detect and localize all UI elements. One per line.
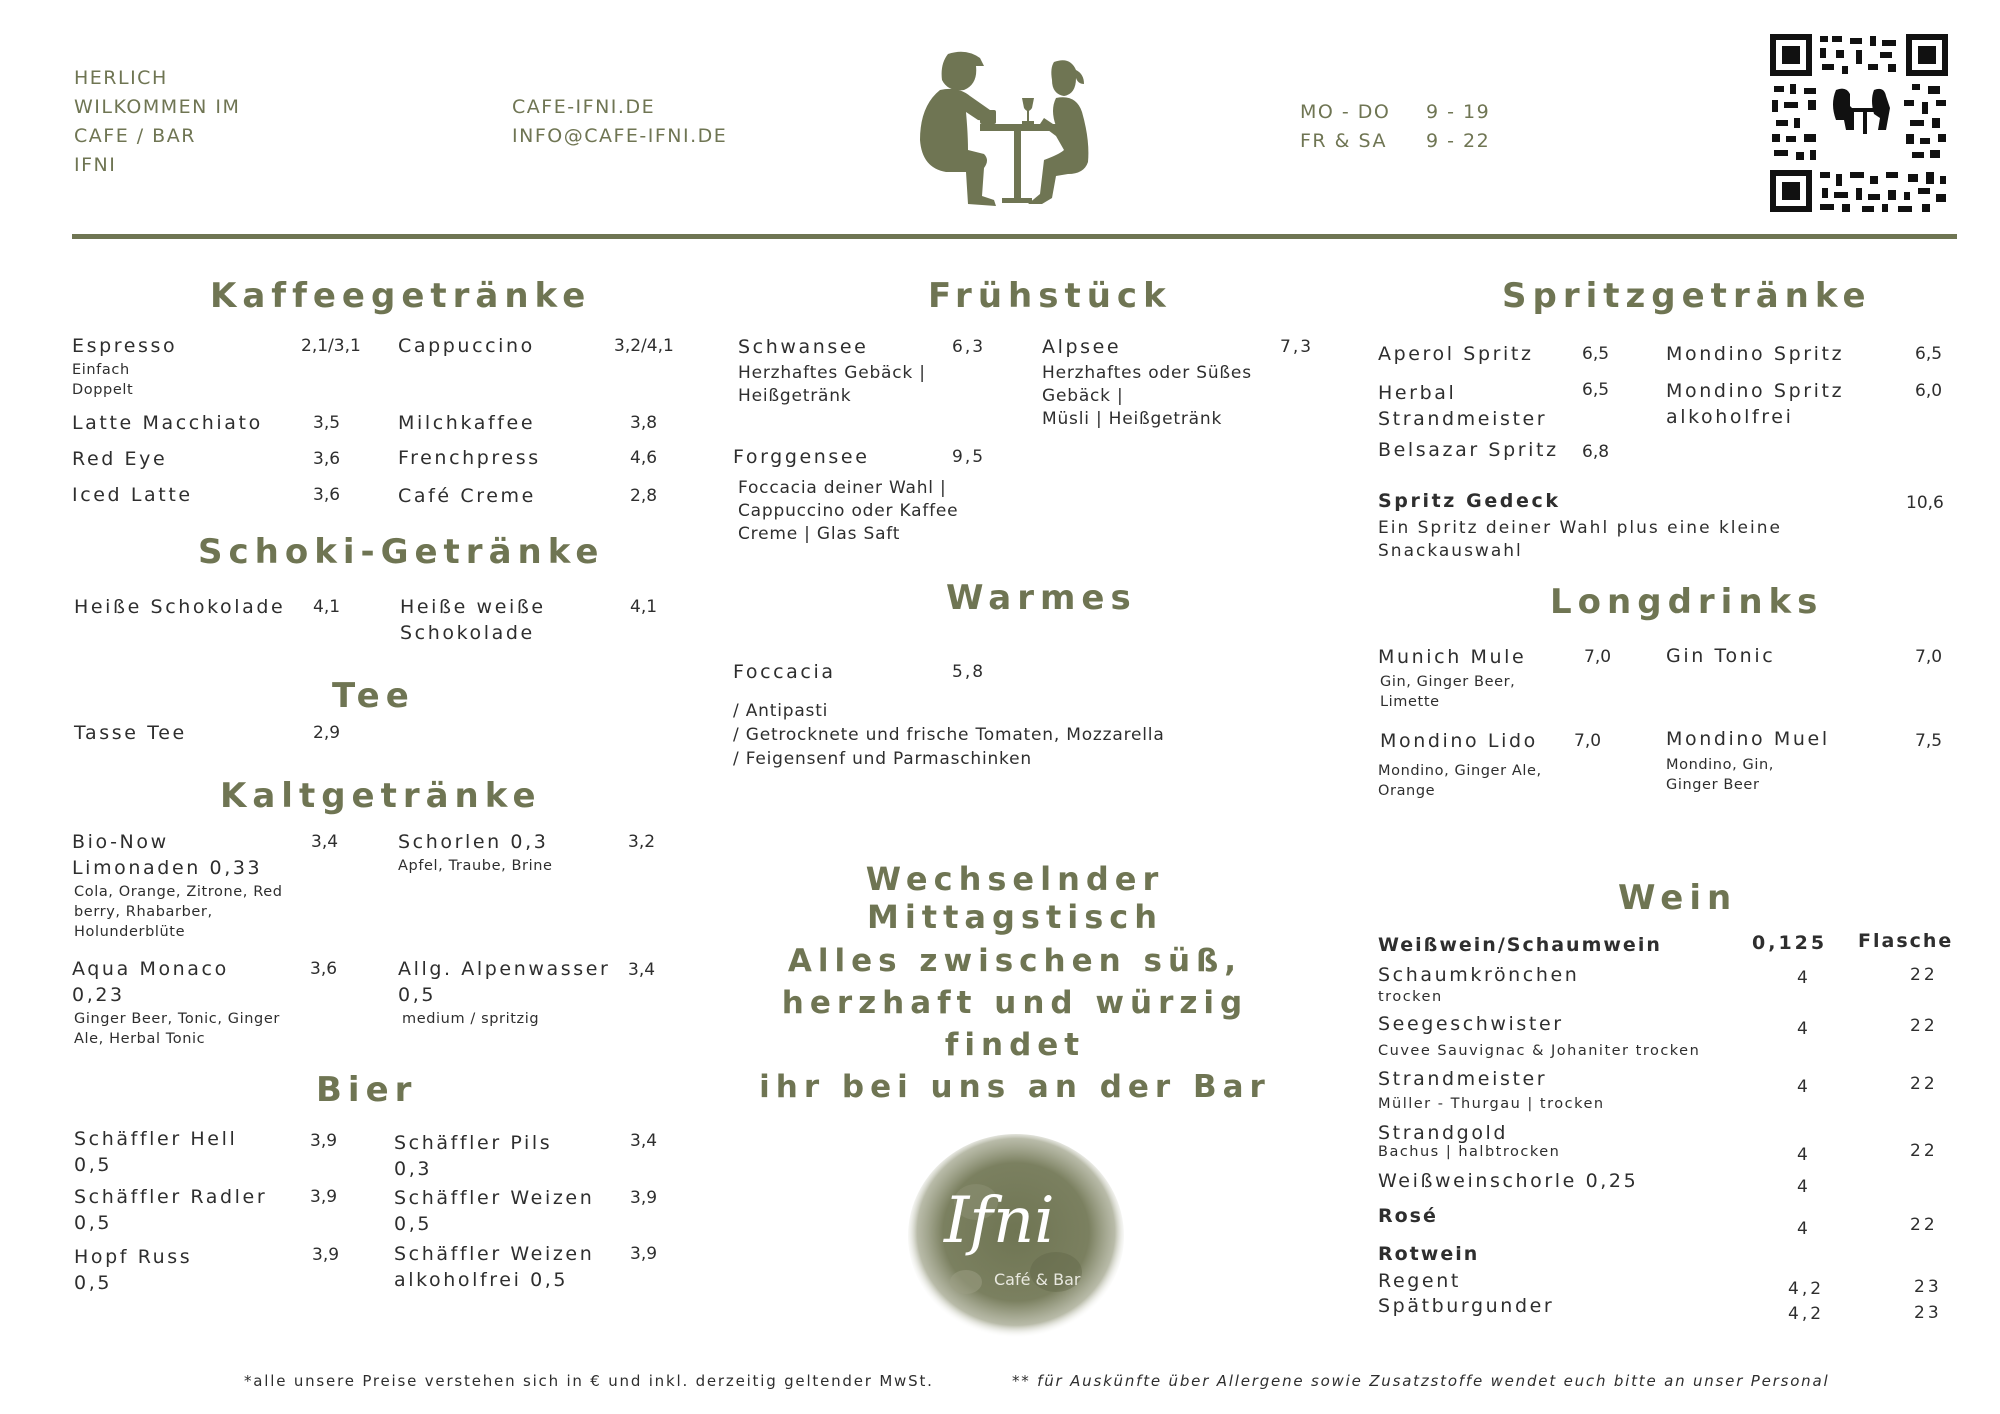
wine-name: Strandmeister — [1378, 1068, 1548, 1090]
menu-item-sub: Ginger Beer, Tonic, Ginger Ale, Herbal Tonic — [74, 1011, 280, 1047]
wine-bottle-price: 22 — [1910, 1074, 1938, 1094]
wine-bottle-price: 22 — [1910, 1016, 1938, 1036]
menu-item-name: Heiße weiße Schokolade — [400, 596, 546, 644]
wine-bottle-price: 22 — [1910, 965, 1938, 985]
wine-glass-price: 4 — [1797, 1145, 1808, 1165]
menu-item-price: 6,8 — [1582, 442, 1610, 462]
wine-name: Seegeschwister — [1378, 1013, 1564, 1035]
menu-item-name: Schäffler Pils 0,3 — [394, 1132, 553, 1180]
wine-bottle-price: 22 — [1910, 1141, 1938, 1161]
hours-days: FR & SA — [1300, 130, 1387, 152]
wine-name: Spätburgunder — [1378, 1295, 1555, 1317]
menu-item-desc: Herzhaftes Gebäck | Heißgetränk — [738, 363, 926, 406]
menu-item-name: Foccacia — [733, 661, 836, 683]
menu-item-name: Herbal Strandmeister — [1378, 382, 1548, 430]
logo-tagline: Café & Bar — [994, 1270, 1081, 1289]
menu-item-sub: Doppelt — [72, 382, 134, 398]
hours-time: 9 - 22 — [1426, 130, 1491, 152]
menu-item-price: 2,1/3,1 — [301, 336, 361, 356]
wine-col-glass: 0,125 — [1752, 932, 1828, 954]
wine-name: Weißweinschorle 0,25 — [1378, 1170, 1639, 1192]
menu-item-price: 3,2 — [628, 832, 656, 852]
wine-bottle-price: 22 — [1910, 1215, 1938, 1235]
menu-item-name: Schäffler Radler 0,5 — [74, 1186, 268, 1234]
email-link[interactable]: INFO@CAFE-IFNI.DE — [512, 125, 728, 147]
menu-item-price: 3,9 — [310, 1131, 338, 1151]
menu-item-price: 3,6 — [313, 485, 341, 505]
menu-item-name: Allg. Alpenwasser 0,5 — [398, 958, 611, 1006]
menu-item-name: Tasse Tee — [74, 722, 187, 744]
menu-item-price: 7,0 — [1584, 647, 1612, 667]
menu-item-price: 3,9 — [310, 1187, 338, 1207]
menu-item-name: Latte Macchiato — [72, 412, 263, 434]
hours-row — [1300, 127, 1490, 156]
wine-name: Schaumkrönchen — [1378, 964, 1580, 986]
menu-item-price: 6,5 — [1582, 344, 1610, 364]
menu-item-option: / Getrocknete und frische Tomaten, Mozzarella — [733, 725, 1165, 745]
menu-item-name: Schorlen 0,3 — [398, 831, 549, 853]
wine-col-bottle: Flasche — [1858, 930, 1954, 952]
menu-item-price: 7,3 — [1280, 337, 1314, 357]
menu-item-price: 4,1 — [630, 597, 658, 617]
mittag-text — [720, 940, 1310, 1108]
menu-item-name: Mondino Spritz — [1666, 343, 1845, 365]
wine-header-white: Weißwein/Schaumwein — [1378, 934, 1662, 956]
menu-item-name: Mondino Lido — [1380, 730, 1538, 752]
menu-item-price: 10,6 — [1906, 493, 1944, 513]
menu-item-name: Forggensee — [733, 446, 870, 468]
menu-item-name: Schäffler Weizen alkoholfrei 0,5 — [394, 1243, 595, 1291]
wine-name: Regent — [1378, 1270, 1461, 1292]
menu-item-name: Espresso — [72, 335, 178, 357]
menu-item-price: 3,5 — [313, 413, 341, 433]
menu-item-name: Mondino Spritz alkoholfrei — [1666, 380, 1845, 428]
footer-price-note: *alle unsere Preise verstehen sich in € und inkl. derzeitig geltender MwSt. — [244, 1372, 934, 1390]
hours-time: 9 - 19 — [1426, 101, 1491, 123]
mittag-line: Alles zwischen süß, — [787, 943, 1243, 979]
section-title-wein: Wein — [1618, 878, 1738, 918]
menu-item-price: 6,3 — [952, 337, 986, 357]
menu-item-name: Alpsee — [1042, 336, 1122, 358]
menu-item-price: 3,6 — [313, 449, 341, 469]
mittag-line: ihr bei uns an der Bar — [759, 1069, 1271, 1105]
menu-item-name: Gin Tonic — [1666, 645, 1776, 667]
wine-header-red: Rotwein — [1378, 1243, 1480, 1265]
wine-glass-price: 4 — [1797, 1077, 1808, 1097]
wine-name: Rosé — [1378, 1205, 1438, 1227]
section-title-mittag: Wechselnder Mittagstisch — [865, 860, 1165, 936]
menu-item-name: Schäffler Hell 0,5 — [74, 1128, 238, 1176]
welcome-line: WILKOMMEN IM — [74, 96, 241, 118]
contact-block — [512, 93, 727, 151]
footer-allergen-note: ** für Auskünfte über Allergene sowie Zusatzstoffe wendet euch bitte an unser Personal — [1012, 1372, 1830, 1390]
wine-glass-price: 4 — [1797, 1019, 1808, 1039]
wine-glass-price: 4 — [1797, 1177, 1808, 1197]
wine-glass-price: 4,2 — [1788, 1279, 1825, 1299]
menu-item-price: 3,2/4,1 — [614, 336, 674, 356]
menu-item-sub: Einfach — [72, 362, 130, 378]
menu-item-price: 3,9 — [630, 1244, 658, 1264]
menu-item-price: 4,1 — [313, 597, 341, 617]
section-title-fruehstueck: Frühstück — [928, 276, 1172, 316]
menu-item-name: Iced Latte — [72, 484, 193, 506]
menu-item-price: 3,4 — [630, 1131, 658, 1151]
menu-item-price: 4,6 — [630, 448, 658, 468]
opening-hours — [1300, 98, 1490, 156]
menu-item-name: Belsazar Spritz — [1378, 439, 1559, 461]
menu-item-name: Heiße Schokolade — [74, 596, 286, 618]
welcome-line: IFNI — [74, 154, 117, 176]
menu-item-name: Aperol Spritz — [1378, 343, 1534, 365]
menu-item-name: Café Creme — [398, 485, 536, 507]
wine-bottle-price: 23 — [1914, 1303, 1942, 1323]
website-link[interactable]: CAFE-IFNI.DE — [512, 96, 656, 118]
logo-name: Ifni — [944, 1184, 1055, 1258]
menu-item-sub: Cola, Orange, Zitrone, Red berry, Rhabarber, Holunderblüte — [74, 884, 283, 940]
menu-item-price: 9,5 — [952, 447, 986, 467]
wine-glass-price: 4 — [1797, 1219, 1808, 1239]
menu-item-price: 6,5 — [1582, 380, 1610, 400]
couple-at-table-icon — [918, 50, 1098, 206]
menu-item-option: / Antipasti — [733, 701, 829, 721]
menu-item-sub: Mondino, Ginger Ale, Orange — [1378, 763, 1542, 799]
wine-sub: Müller - Thurgau | trocken — [1378, 1096, 1605, 1112]
welcome-line: HERLICH — [74, 67, 168, 89]
wine-sub: Bachus | halbtrocken — [1378, 1144, 1561, 1160]
section-title-longdrinks: Longdrinks — [1550, 582, 1824, 622]
menu-item-price: 7,5 — [1915, 731, 1943, 751]
mittag-line: herzhaft und würzig findet — [781, 985, 1249, 1063]
menu-item-price: 3,9 — [630, 1188, 658, 1208]
menu-item-name: Red Eye — [72, 448, 168, 470]
menu-item-price: 6,0 — [1915, 381, 1943, 401]
qr-code-icon[interactable] — [1770, 34, 1948, 212]
menu-item-name: Mondino Muel — [1666, 728, 1830, 750]
menu-item-desc: Ein Spritz deiner Wahl plus eine kleine Snackauswahl — [1378, 518, 1782, 561]
hours-row — [1300, 98, 1490, 127]
section-title-schoki: Schoki-Getränke — [198, 532, 605, 572]
menu-item-sub: Mondino, Gin, Ginger Beer — [1666, 757, 1774, 793]
header-divider — [72, 234, 1957, 239]
menu-item-price: 3,4 — [311, 832, 339, 852]
wine-bottle-price: 23 — [1914, 1277, 1942, 1297]
menu-item-price: 3,6 — [310, 959, 338, 979]
wine-sub: trocken — [1378, 989, 1443, 1005]
menu-item-price: 3,8 — [630, 413, 658, 433]
wine-sub: Cuvee Sauvignac & Johaniter trocken — [1378, 1043, 1701, 1059]
menu-item-price: 3,4 — [628, 960, 656, 980]
menu-item-name: Milchkaffee — [398, 412, 536, 434]
hours-days: MO - DO — [1300, 101, 1391, 123]
wine-glass-price: 4 — [1797, 968, 1808, 988]
menu-item-desc: Herzhaftes oder Süßes Gebäck | — [1042, 363, 1252, 406]
menu-item-name: Schwansee — [738, 336, 869, 358]
section-title-bier: Bier — [316, 1070, 418, 1110]
wine-glass-price: 4,2 — [1788, 1304, 1825, 1324]
menu-item-price: 6,5 — [1915, 344, 1943, 364]
section-title-warmes: Warmes — [946, 578, 1137, 618]
menu-item-price: 7,0 — [1915, 647, 1943, 667]
menu-item-name: Cappuccino — [398, 335, 535, 357]
menu-item-desc: Müsli | Heißgetränk — [1042, 409, 1223, 429]
menu-item-name: Bio-Now Limonaden 0,33 — [72, 831, 263, 879]
menu-item-sub: Gin, Ginger Beer, Limette — [1380, 674, 1516, 710]
menu-item-option: / Feigensenf und Parmaschinken — [733, 749, 1032, 769]
menu-item-name: Aqua Monaco 0,23 — [72, 958, 229, 1006]
section-title-tee: Tee — [332, 676, 415, 716]
menu-item-price: 5,8 — [952, 662, 986, 682]
section-title-spritz: Spritzgetränke — [1502, 276, 1872, 316]
menu-item-price: 2,9 — [313, 723, 341, 743]
menu-item-price: 3,9 — [312, 1245, 340, 1265]
section-title-kalt: Kaltgetränke — [220, 776, 542, 816]
welcome-block — [74, 64, 240, 180]
menu-item-name: Hopf Russ 0,5 — [74, 1246, 193, 1294]
section-title-kaffee: Kaffeegetränke — [210, 276, 592, 316]
ifni-logo — [906, 1132, 1126, 1342]
menu-item-name: Schäffler Weizen 0,5 — [394, 1187, 595, 1235]
menu-item-name: Munich Mule — [1378, 646, 1527, 668]
menu-item-price: 7,0 — [1574, 731, 1602, 751]
menu-item-sub: Apfel, Traube, Brine — [398, 858, 553, 874]
menu-item-price: 2,8 — [630, 486, 658, 506]
menu-item-name: Frenchpress — [398, 447, 541, 469]
welcome-line: CAFE / BAR — [74, 125, 196, 147]
menu-item-sub: medium / spritzig — [402, 1011, 540, 1027]
menu-item-name: Spritz Gedeck — [1378, 490, 1561, 512]
wine-name: Strandgold — [1378, 1122, 1509, 1144]
menu-item-desc: Foccacia deiner Wahl | Cappuccino oder Kaffee Creme | Glas Saft — [738, 478, 959, 544]
